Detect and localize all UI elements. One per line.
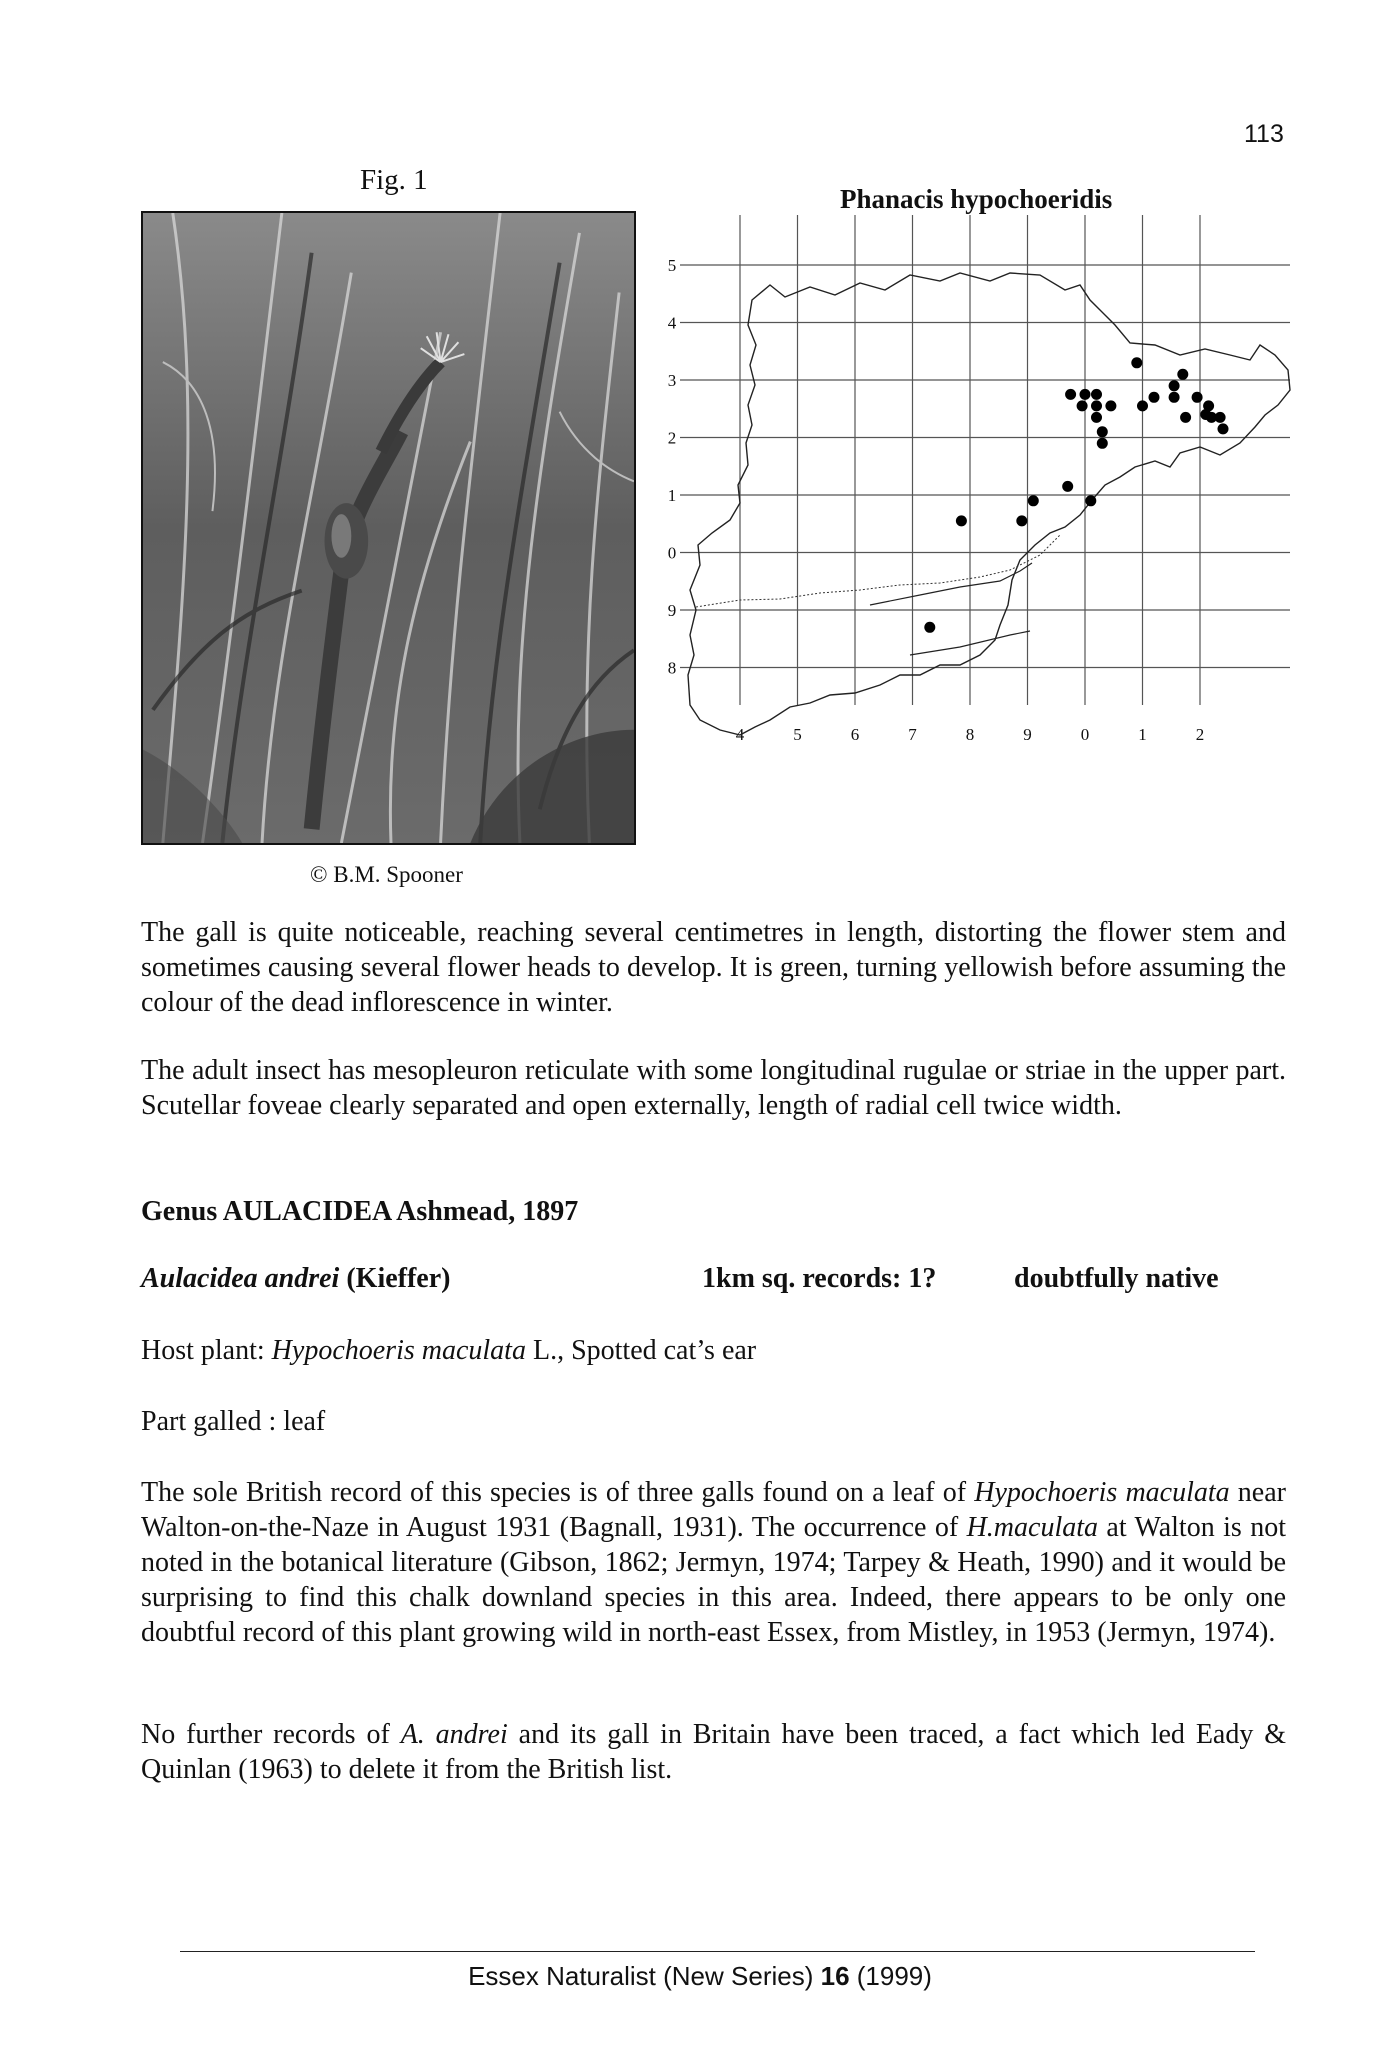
figure-label: Fig. 1 bbox=[360, 164, 428, 196]
adult-insect-paragraph: The adult insect has mesopleuron reticulate with some longitudinal rugulae or striae in the upper part. Scutellar foveae clearly separated and open externally, length of radial cell twice width. bbox=[141, 1055, 1286, 1121]
record-dot bbox=[1091, 400, 1102, 411]
map-y-label: 5 bbox=[667, 256, 677, 275]
record-dot bbox=[1149, 392, 1160, 403]
species-status: doubtfully native bbox=[1014, 1263, 1219, 1294]
species-authority: (Kieffer) bbox=[346, 1263, 451, 1294]
record-dot bbox=[1169, 392, 1180, 403]
record-text-1: The sole British record of this species is of three galls found on a leaf of bbox=[141, 1477, 975, 1508]
map-x-label: 1 bbox=[1138, 725, 1147, 744]
record-text-2: near Walton-on-the-Naze in August 1931 (Bagnall, 1931). The occurrence of bbox=[141, 1477, 1286, 1543]
footer bbox=[0, 1961, 1400, 1992]
estuary-line bbox=[870, 563, 1032, 605]
host-plant-label: Host plant: bbox=[141, 1335, 265, 1366]
record-dot bbox=[924, 622, 935, 633]
final-text-1: No further records of bbox=[141, 1719, 401, 1750]
footer-journal: Essex Naturalist (New Series) bbox=[468, 1961, 821, 1991]
record-dot bbox=[1177, 369, 1188, 380]
record-paragraph bbox=[141, 1475, 1286, 1650]
grass-gall-photo-illustration bbox=[143, 213, 634, 843]
map-y-label: 9 bbox=[667, 601, 677, 620]
record-dot bbox=[1192, 392, 1203, 403]
record-dot bbox=[1028, 495, 1039, 506]
map-x-label: 7 bbox=[908, 725, 917, 744]
record-dot bbox=[1218, 423, 1229, 434]
record-dot bbox=[1080, 389, 1091, 400]
map-y-label: 1 bbox=[667, 486, 677, 505]
distribution-map-svg bbox=[660, 215, 1300, 775]
record-dot bbox=[1091, 389, 1102, 400]
final-text-2: and its gall in Britain have been traced, a fact which led Eady & Quinlan (1963) to delete it from the British list. bbox=[141, 1719, 1287, 1785]
record-dot bbox=[1085, 495, 1096, 506]
map-x-label: 2 bbox=[1195, 725, 1205, 744]
genus-heading: Genus AULACIDEA Ashmead, 1897 bbox=[141, 1196, 579, 1227]
record-dot bbox=[1016, 515, 1027, 526]
record-italic-1: Hypochoeris maculata bbox=[974, 1477, 1230, 1508]
final-italic: A. andrei bbox=[400, 1719, 508, 1750]
record-dot bbox=[1215, 412, 1226, 423]
host-plant-species: Hypochoeris maculata bbox=[271, 1335, 526, 1366]
distribution-map bbox=[660, 215, 1300, 775]
host-plant-line bbox=[141, 1333, 1286, 1368]
record-dot bbox=[1131, 357, 1142, 368]
map-y-label: 4 bbox=[667, 313, 677, 333]
record-dot bbox=[1137, 400, 1148, 411]
map-y-label: 3 bbox=[667, 371, 677, 390]
footer-year: (1999) bbox=[849, 1961, 932, 1991]
map-x-label: 0 bbox=[1080, 725, 1090, 744]
map-title: Phanacis hypochoeridis bbox=[840, 184, 1113, 214]
record-dot bbox=[1180, 412, 1191, 423]
footer-rule bbox=[180, 1951, 1255, 1952]
species-row bbox=[141, 1263, 1286, 1299]
map-y-label: 0 bbox=[667, 543, 677, 563]
gall-description-paragraph: The gall is quite noticeable, reaching several centimetres in length, distorting the flower stem and sometimes causing several flower heads to develop. It is green, turning yellowish before assuming the colour of the dead inflorescence in winter. bbox=[141, 917, 1286, 1018]
final-paragraph bbox=[141, 1717, 1286, 1787]
record-dot bbox=[1065, 389, 1076, 400]
part-galled-line: Part galled : leaf bbox=[141, 1406, 326, 1437]
map-x-label: 4 bbox=[735, 725, 745, 744]
river-line bbox=[696, 535, 1060, 607]
record-dot bbox=[1062, 481, 1073, 492]
photo-credit: © B.M. Spooner bbox=[310, 862, 463, 887]
map-x-label: 6 bbox=[850, 725, 860, 744]
species-name-line bbox=[141, 1263, 450, 1295]
record-dot bbox=[1091, 412, 1102, 423]
map-y-label: 2 bbox=[667, 428, 677, 448]
map-y-label: 8 bbox=[667, 658, 677, 678]
map-x-label: 8 bbox=[965, 725, 975, 744]
record-dot bbox=[1077, 400, 1088, 411]
record-dot bbox=[956, 515, 967, 526]
species-name: Aulacidea andrei bbox=[141, 1263, 340, 1294]
footer-volume: 16 bbox=[820, 1961, 850, 1991]
record-dot bbox=[1169, 380, 1180, 391]
record-dot bbox=[1097, 426, 1108, 437]
host-plant-rest: L., Spotted cat’s ear bbox=[532, 1335, 757, 1366]
record-text-3: at Walton is not noted in the botanical literature (Gibson, 1862; Jermyn, 1974; Tarpey & Heath, 1990) and it would be surprising to find this chalk downland species in this area. Indeed, there appears to be only one doubtful record of this plant growing wild in north-east Essex, from Mistley, in 1953 (Jermyn, 1974). bbox=[141, 1512, 1286, 1648]
page-number: 113 bbox=[1244, 120, 1284, 148]
record-dot bbox=[1105, 400, 1116, 411]
gall-photograph bbox=[141, 211, 636, 845]
map-x-label: 5 bbox=[793, 725, 802, 744]
record-dot bbox=[1097, 438, 1108, 449]
map-x-label: 9 bbox=[1023, 725, 1032, 744]
record-italic-2: H.maculata bbox=[966, 1512, 1099, 1543]
species-records: 1km sq. records: 1? bbox=[702, 1263, 937, 1294]
